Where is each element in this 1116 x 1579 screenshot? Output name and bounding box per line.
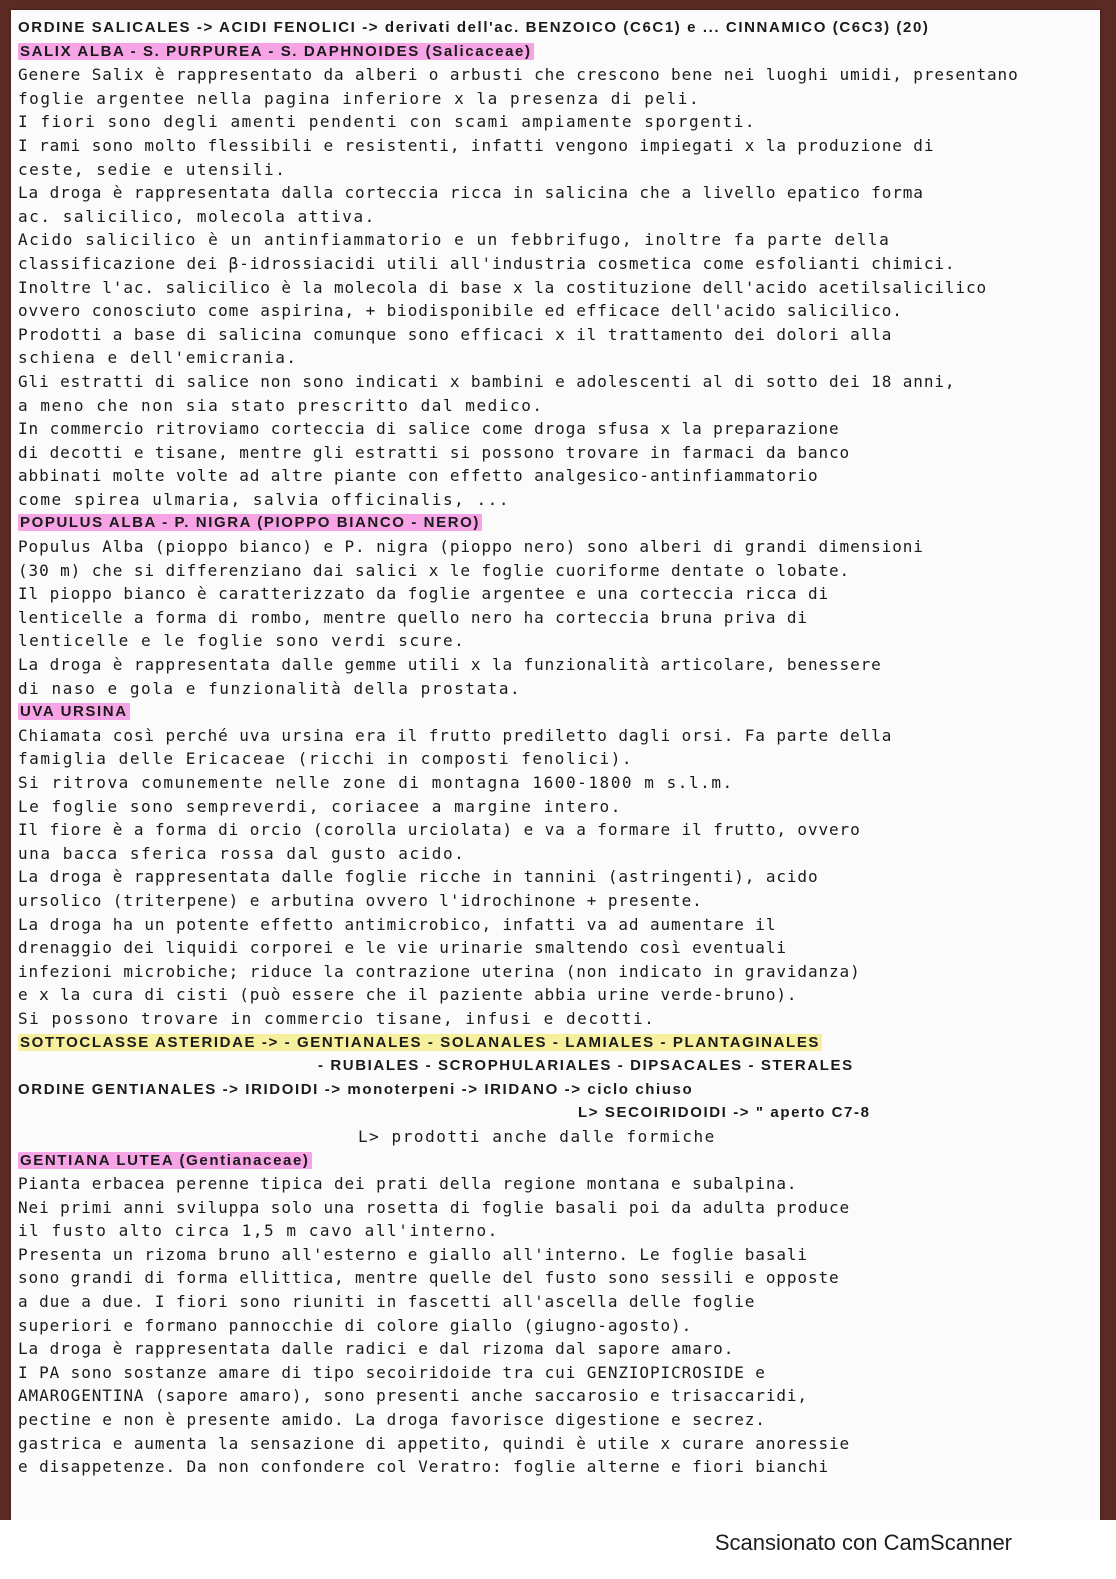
text-line: Genere Salix è rappresentato da alberi o arbusti che crescono bene nei luoghi umidi, presentano bbox=[18, 65, 1019, 85]
text-line: Il pioppo bianco è caratterizzato da foglie argentee e una corteccia ricca di bbox=[18, 584, 830, 604]
text-line: ovvero conosciuto come aspirina, + biodisponibile ed efficace dell'acido salicilico. bbox=[18, 301, 903, 321]
text-line: Gli estratti di salice non sono indicati x bambini e adolescenti al di sotto dei 18 anni, bbox=[18, 371, 956, 391]
highlight: GENTIANA LUTEA (Gentianaceae) bbox=[20, 1151, 310, 1169]
text-line: sono grandi di forma ellittica, mentre quelle del fusto sono sessili e opposte bbox=[18, 1268, 840, 1288]
text-line: gastrica e aumenta la sensazione di appetito, quindi è utile x curare anoressie bbox=[18, 1433, 851, 1453]
text-line: I fiori sono degli amenti pendenti con scami ampiamente sporgenti. bbox=[18, 112, 757, 132]
text-line: Si ritrova comunemente nelle zone di montagna 1600-1800 m s.l.m. bbox=[18, 773, 734, 792]
text-line: schiena e dell'emicrania. bbox=[18, 348, 298, 368]
text-line: a meno che non sia stato prescritto dal medico. bbox=[18, 395, 544, 415]
highlight: SOTTOCLASSE ASTERIDAE -> - GENTIANALES - SOLANALES - LAMIALES - PLANTAGINALES bbox=[20, 1033, 821, 1051]
footer-bar bbox=[0, 1520, 1116, 1579]
text-line: e x la cura di cisti (può essere che il paziente abbia urine verde-bruno). bbox=[18, 985, 798, 1005]
text-line: infezioni microbiche; riduce la contrazione uterina (non indicato in gravidanza) bbox=[18, 961, 861, 981]
text-line: come spirea ulmaria, salvia officinalis, ... bbox=[18, 489, 511, 509]
text-line: Populus Alba (pioppo bianco) e P. nigra (pioppo nero) sono alberi di grandi dimensioni bbox=[18, 537, 924, 557]
text-line: Acido salicilico è un antinfiammatorio e un febbrifugo, inoltre fa parte della bbox=[18, 230, 891, 250]
text-line: La droga è rappresentata dalle gemme utili x la funzionalità articolare, benessere bbox=[18, 655, 882, 675]
secoiridoidi-note: L> SECOIRIDOIDI -> " aperto C7-8 bbox=[578, 1104, 871, 1122]
text-line: superiori e formano pannocchie di colore giallo (giugno-agosto). bbox=[18, 1315, 693, 1335]
text-line: Il fiore è a forma di orcio (corolla urciolata) e va a formare il frutto, ovvero bbox=[18, 820, 861, 840]
text-line: I rami sono molto flessibili e resistenti, infatti vengono impiegati x la produzione di bbox=[18, 135, 935, 155]
text-line: Chiamata così perché uva ursina era il frutto prediletto dagli orsi. Fa parte della bbox=[18, 725, 893, 745]
text-line: Pianta erbacea perenne tipica dei prati della regione montana e subalpina. bbox=[18, 1174, 798, 1194]
text-line: AMAROGENTINA (sapore amaro), sono presenti anche saccarosio e trisaccaridi, bbox=[18, 1386, 808, 1406]
text-line: pectine e non è presente amido. La droga favorisce digestione e secrez. bbox=[18, 1410, 766, 1430]
asteridae-orders-continued: - RUBIALES - SCROPHULARIALES - DIPSACALES - STERALES bbox=[318, 1057, 854, 1075]
heading-ordine-gentianales: ORDINE GENTIANALES -> IRIDOIDI -> monoterpeni -> IRIDANO -> ciclo chiuso bbox=[18, 1080, 694, 1098]
heading-ordine-salicales: ORDINE SALICALES -> ACIDI FENOLICI -> derivati dell'ac. BENZOICO (C6C1) e ... CINNAMICO (C6C3) (20) bbox=[18, 19, 930, 36]
highlight: POPULUS ALBA - P. NIGRA (PIOPPO BIANCO - NERO) bbox=[20, 514, 481, 532]
text-line: La droga ha un potente effetto antimicrobico, infatti va ad aumentare il bbox=[18, 914, 777, 934]
text-line: ceste, sedie e utensili. bbox=[18, 159, 287, 179]
highlight: SALIX ALBA - S. PURPUREA - S. DAPHNOIDES (Salicaceae) bbox=[20, 42, 532, 60]
text-line: La droga è rappresentata dalle radici e dal rizoma dal sapore amaro. bbox=[18, 1339, 735, 1359]
camscanner-watermark: Scansionato con CamScanner bbox=[714, 1530, 1012, 1555]
text-line: Nei primi anni sviluppa solo una rosetta di foglie basali poi da adulta produce bbox=[18, 1197, 851, 1217]
text-line: ac. salicilico, molecola attiva. bbox=[18, 206, 376, 226]
text-line: il fusto alto circa 1,5 m cavo all'interno. bbox=[18, 1221, 499, 1241]
section-heading-salix bbox=[18, 40, 1094, 64]
text-line: drenaggio dei liquidi corporei e le vie urinarie smaltendo così eventuali bbox=[18, 938, 787, 958]
text-line: La droga è rappresentata dalla corteccia ricca in salicina che a livello epatico forma bbox=[18, 183, 924, 203]
heading-sottoclasse-asteridae bbox=[18, 1031, 1094, 1055]
text-line: La droga è rappresentata dalle foglie ricche in tannini (astringenti), acido bbox=[18, 867, 819, 887]
text-line: famiglia delle Ericaceae (ricchi in composti fenolici). bbox=[18, 749, 634, 769]
text-line: e disappetenze. Da non confondere col Veratro: foglie alterne e fiori bianchi bbox=[18, 1457, 830, 1477]
text-line: a due a due. I fiori sono riuniti in fascetti all'ascella delle foglie bbox=[18, 1292, 756, 1312]
text-line: In commercio ritroviamo corteccia di salice come droga sfusa x la preparazione bbox=[18, 419, 840, 439]
section-heading-uva-ursina bbox=[18, 700, 1094, 724]
text-line: ursolico (triterpene) e arbutina ovvero l'idrochinone + presente. bbox=[18, 890, 703, 910]
notes-text-block bbox=[18, 16, 1094, 1479]
text-line: Si possono trovare in commercio tisane, infusi e decotti. bbox=[18, 1008, 656, 1028]
text-line: (30 m) che si differenziano dai salici x le foglie cuoriforme dentate o lobate. bbox=[18, 560, 851, 580]
text-line: Le foglie sono sempreverdi, coriacee a margine intero. bbox=[18, 796, 622, 816]
text-line: foglie argentee nella pagina inferiore x la presenza di peli. bbox=[18, 88, 701, 108]
text-line: di decotti e tisane, mentre gli estratti si possono trovare in farmaci da banco bbox=[18, 442, 851, 462]
section-heading-gentiana bbox=[18, 1149, 1094, 1173]
text-line: lenticelle e le foglie sono verdi scure. bbox=[18, 631, 466, 651]
highlight: UVA URSINA bbox=[20, 703, 128, 721]
text-line: di naso e gola e funzionalità della prostata. bbox=[18, 678, 522, 698]
text-line: Presenta un rizoma bruno all'esterno e giallo all'interno. Le foglie basali bbox=[18, 1244, 808, 1264]
text-line: lenticelle a forma di rombo, mentre quello nero ha corteccia bruna priva di bbox=[18, 607, 808, 627]
text-line: una bacca sferica rossa dal gusto acido. bbox=[18, 843, 466, 863]
section-heading-populus bbox=[18, 511, 1094, 535]
formiche-note: L> prodotti anche dalle formiche bbox=[358, 1126, 716, 1146]
text-line: Prodotti a base di salicina comunque sono efficaci x il trattamento dei dolori alla bbox=[18, 324, 893, 344]
text-line: abbinati molte volte ad altre piante con effetto analgesico-antinfiammatorio bbox=[18, 466, 819, 486]
handwritten-notes-page bbox=[11, 10, 1100, 1520]
text-line: classificazione dei β-idrossiacidi utili all'industria cosmetica come esfolianti chimici. bbox=[18, 253, 956, 273]
text-line: I PA sono sostanze amare di tipo secoiridoide tra cui GENZIOPICROSIDE e bbox=[18, 1362, 766, 1382]
text-line: Inoltre l'ac. salicilico è la molecola di base x la costituzione dell'acido acetilsalicilico bbox=[18, 277, 988, 297]
